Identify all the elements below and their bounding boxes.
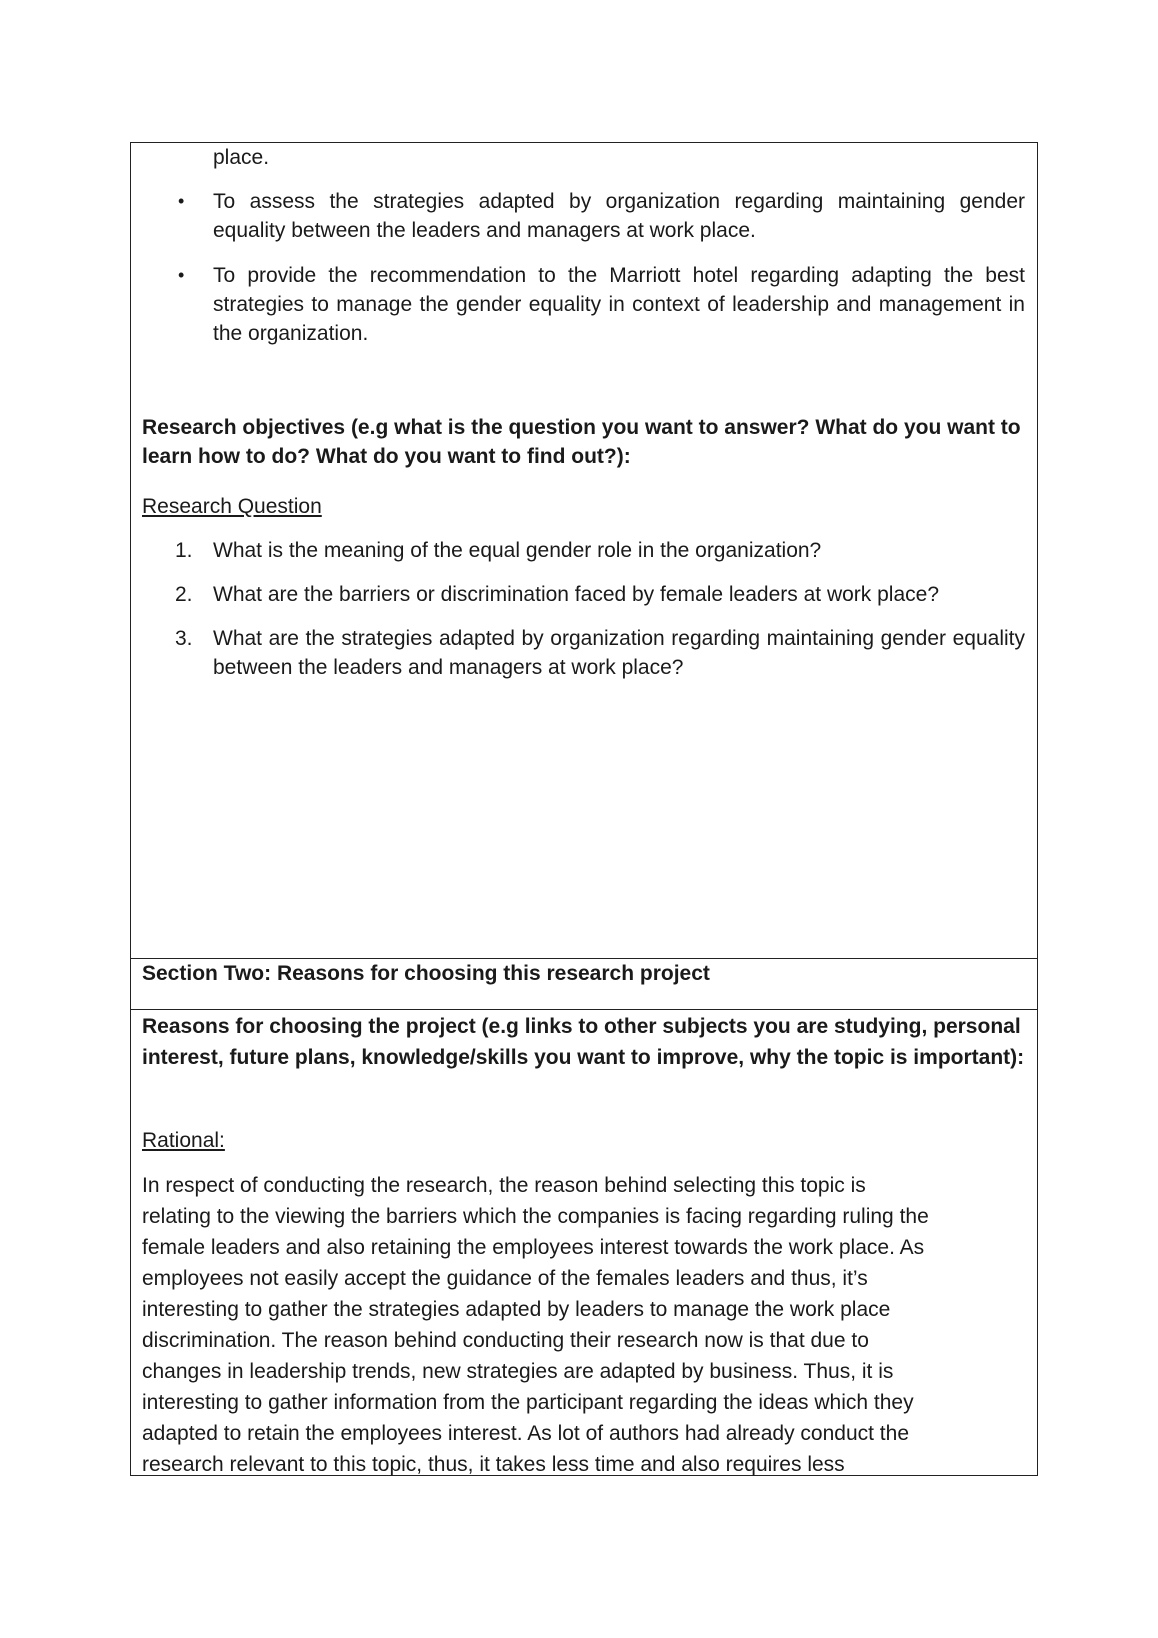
paragraph-line: employees not easily accept the guidance of the females leaders and thus, it’s (142, 1267, 868, 1290)
paragraph-line: interesting to gather the strategies adapted by leaders to manage the work place (142, 1298, 891, 1321)
question-number: 1. (175, 539, 193, 562)
objective-bullet (142, 261, 1025, 348)
research-question-subheading: Research Question (142, 495, 322, 518)
paragraph-line: research relevant to this topic, thus, it takes less time and also requires less (142, 1453, 845, 1476)
section-two-title: Section Two: Reasons for choosing this research project (142, 962, 710, 985)
question-item (142, 580, 1025, 609)
research-objectives-heading: Research objectives (e.g what is the question you want to answer? What do you want to learn how to do? What do you want to find out?): (142, 416, 1021, 468)
bullet-icon: • (178, 191, 185, 211)
question-text: What are the barriers or discrimination faced by female leaders at work place? (213, 583, 939, 606)
question-text: What is the meaning of the equal gender role in the organization? (213, 539, 822, 562)
question-text: What are the strategies adapted by organization regarding maintaining gender equality between the leaders and managers at work place? (213, 627, 1025, 679)
paragraph-line: female leaders and also retaining the employees interest towards the work place. As (142, 1236, 925, 1259)
paragraph-line: changes in leadership trends, new strategies are adapted by business. Thus, it is (142, 1360, 894, 1383)
paragraph-line: relating to the viewing the barriers which the companies is facing regarding ruling the (142, 1205, 929, 1228)
question-number: 2. (175, 583, 193, 606)
paragraph-line: adapted to retain the employees interest. As lot of authors had already conduct the (142, 1422, 909, 1445)
paragraph-line: interesting to gather information from the participant regarding the ideas which they (142, 1391, 914, 1414)
objective-text: To provide the recommendation to the Marriott hotel regarding adapting the best strategies to manage the gender equality in context of leadership and management in the organization. (213, 264, 1025, 345)
bullet-icon: • (178, 265, 185, 285)
paragraph-line: discrimination. The reason behind conducting their research now is that due to (142, 1329, 869, 1352)
reasons-heading: Reasons for choosing the project (e.g links to other subjects you are studying, personal interest, future plans, knowledge/skills you want to improve, why the topic is important): (142, 1015, 1025, 1069)
objective-text: To assess the strategies adapted by organization regarding maintaining gender equality between the leaders and managers at work place. (213, 190, 1025, 242)
question-item (142, 624, 1025, 682)
reasons-cell (131, 1009, 1037, 1477)
objectives-cell (131, 143, 1037, 958)
question-number: 3. (175, 627, 193, 650)
rational-paragraph (142, 1170, 1025, 1480)
section-two-cell (131, 958, 1037, 1009)
question-item (142, 536, 1025, 565)
rational-subheading: Rational: (142, 1129, 225, 1152)
carryover-text: place. (213, 146, 270, 169)
form-table (130, 142, 1038, 1476)
objective-bullet (142, 187, 1025, 245)
paragraph-line: In respect of conducting the research, the reason behind selecting this topic is (142, 1174, 866, 1197)
